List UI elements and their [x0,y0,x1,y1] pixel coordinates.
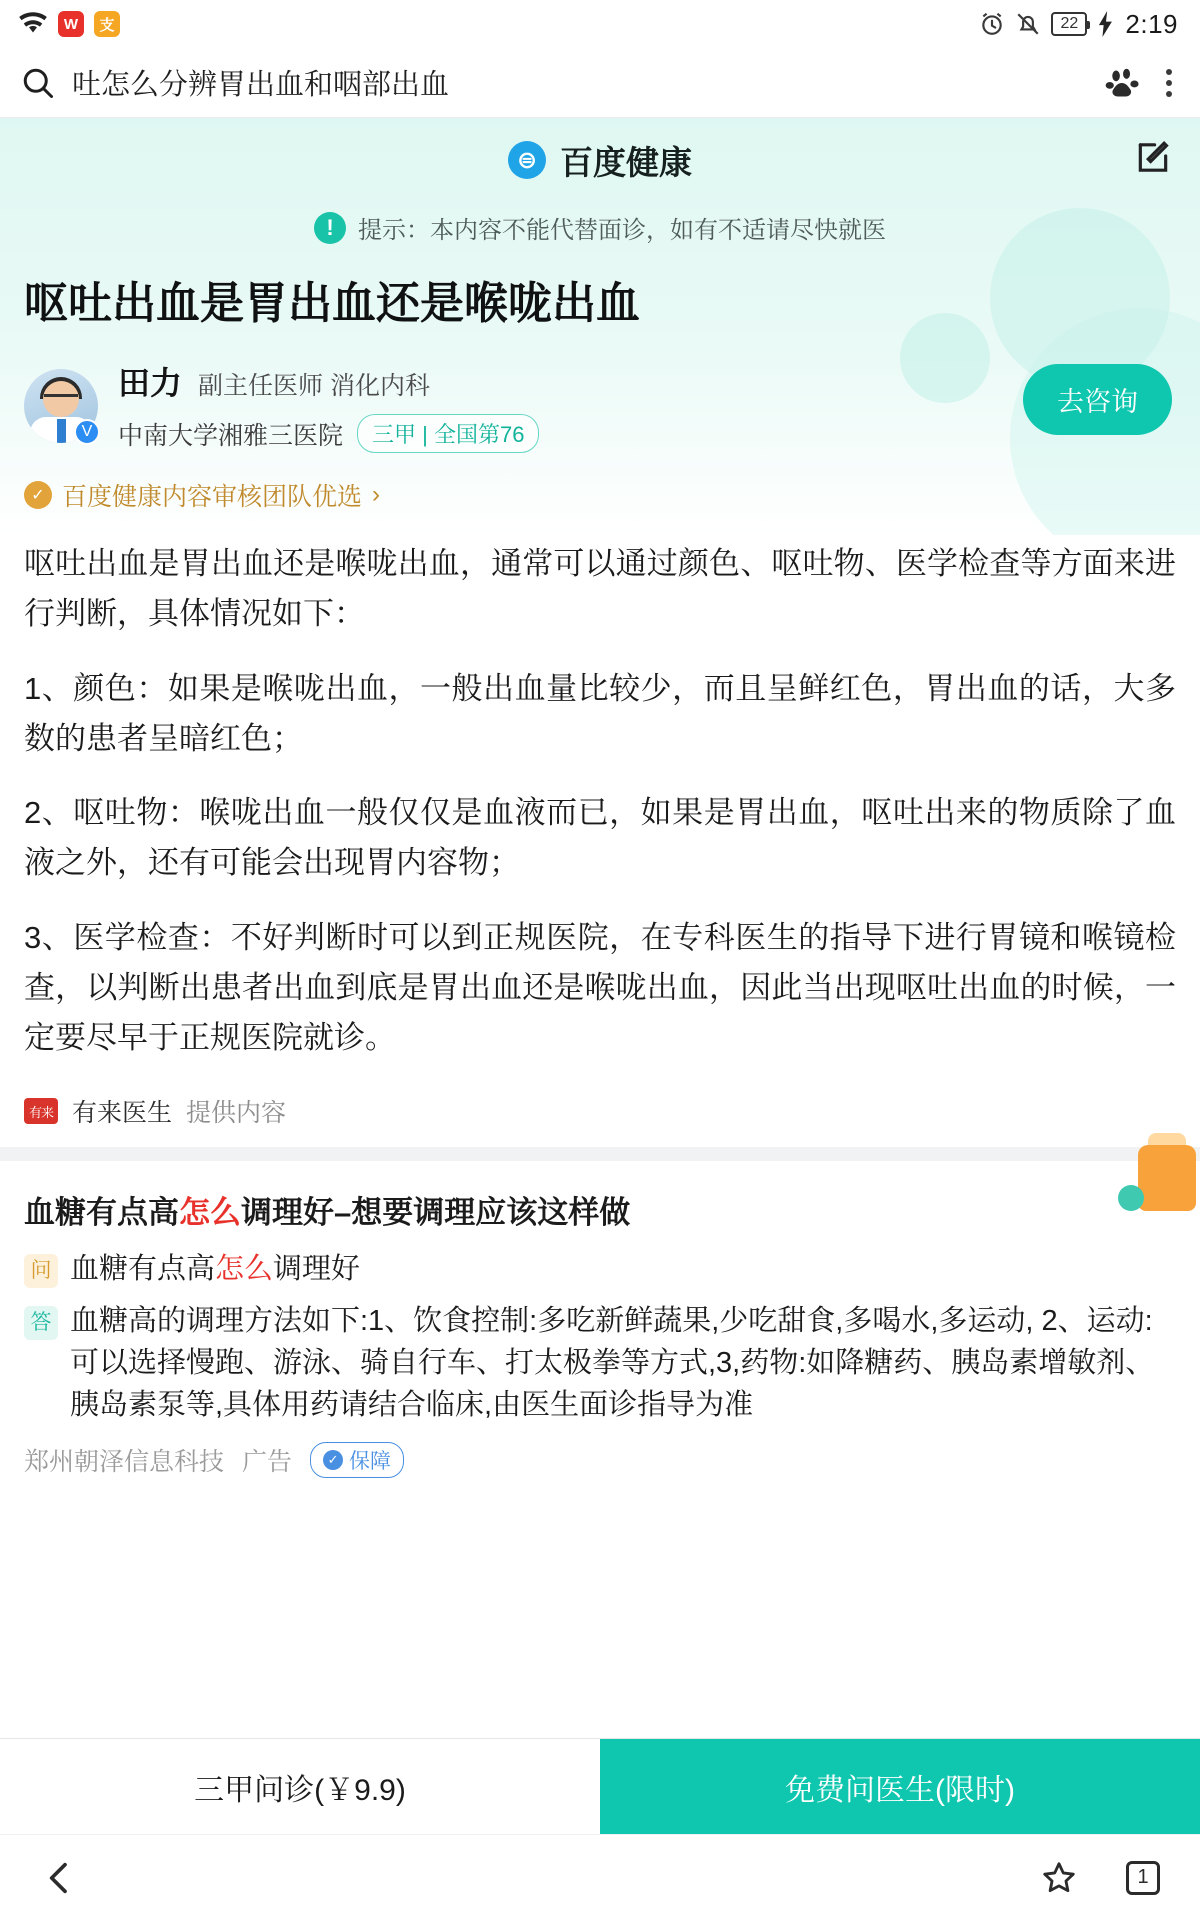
ad-footer [24,1442,1176,1478]
weibo-app-icon: W [58,11,84,37]
status-clock: 2:19 [1125,8,1178,39]
search-icon [20,65,56,101]
ad-title-highlight: 怎么 [179,1195,241,1231]
section-divider [0,1147,1200,1161]
brand-row [0,118,1200,202]
article-paragraph: 3、医学检查：不好判断时可以到正规医院，在专科医生的指导下进行胃镜和喉镜检查，以判断出患者出血到底是胃出血还是喉咙出血，因此当出现呕吐出血的时候，一定要尽早于正规医院就诊。 [24,919,1176,1055]
bottom-action-bar [0,1738,1200,1834]
search-input[interactable]: 吐怎么分辨胃出血和咽部出血 [72,69,450,101]
brand-name: 百度健康 [560,143,692,181]
answer-tag-icon: 答 [24,1306,58,1340]
guarantee-badge[interactable] [310,1442,404,1478]
search-bar[interactable] [0,48,1200,118]
article-body [0,535,1200,1147]
doctor-name: 田力 [118,365,183,402]
nav-right-group [1040,1859,1160,1897]
baidu-health-logo: ⊜ [508,141,546,179]
medical-disclaimer [0,202,1200,267]
status-bar-right [979,9,1178,40]
article-paragraph: 2、呕吐物：喉咙出血一般仅仅是血液而已，如果是胃出血，呕吐出来的物质除了血液之外，还有可能会出现胃内容物； [24,795,1176,881]
charging-bolt-icon [1097,11,1115,37]
doctor-title: 副主任医师 消化内科 [198,372,430,401]
ad-label: 广告 [242,1448,293,1477]
alipay-app-icon: 支 [94,11,120,37]
star-icon[interactable] [1040,1859,1078,1897]
content-spacer [0,1492,1200,1738]
shield-icon: ✓ [323,1450,343,1470]
youlai-logo: 有来 [24,1098,58,1124]
battery-indicator: 22 [1051,12,1087,36]
doctor-card[interactable] [0,358,1200,459]
ad-question-highlight: 怎么 [215,1253,274,1286]
alarm-icon [979,11,1005,37]
verified-badge-icon: V [74,419,100,445]
ad-title-part: 血糖有点高 [24,1195,179,1231]
hospital-rank-badge: 三甲 | 全国第76 [357,414,539,453]
guarantee-label: 保障 [349,1450,392,1474]
paid-consult-button[interactable]: 三甲问诊(￥9.9) [0,1739,600,1834]
shield-check-icon: ✓ [24,481,52,509]
ad-title-part: 调理好–想要调理应该这样做 [241,1195,631,1231]
article-paragraph: 1、颜色：如果是喉咙出血，一般出血量比较少，而且呈鲜红色，胃出血的话，大多数的患者呈暗红色； [24,670,1176,756]
gear-icon[interactable] [1118,1185,1144,1211]
floating-promo-widget[interactable] [1126,1131,1200,1227]
tab-count-button[interactable]: 1 [1126,1861,1160,1895]
free-consult-button[interactable]: 免费问医生(限时) [600,1739,1200,1834]
ad-question-row [24,1248,1176,1290]
ad-question-text [70,1248,360,1290]
article-paragraph: 呕吐出血是胃出血还是喉咙出血，通常可以通过颜色、呕吐物、医学检查等方面来进行判断，具体情况如下： [24,546,1176,632]
ad-block[interactable] [0,1161,1200,1492]
status-bar-left [18,11,120,37]
ad-answer-text: 血糖高的调理方法如下:1、饮食控制:多吃新鲜蔬果,少吃甜食,多喝水,多运动, 2、运动:可以选择慢跑、游泳、骑自行车、打太极拳等方式,3,药物:如降糖药、胰岛素增敏剂、胰岛素泵等,具体用药请结合临床,由医生面诊指导为准 [70,1305,1155,1422]
disclaimer-text: 提示：本内容不能代替面诊，如有不适请尽快就医 [358,217,886,244]
status-bar [0,0,1200,48]
doctor-hospital: 中南大学湘雅三医院 [118,421,344,450]
more-menu-icon[interactable] [1160,63,1178,103]
edit-icon[interactable] [1134,139,1172,182]
question-tag-icon: 问 [24,1254,58,1288]
avatar [24,369,98,443]
baidu-paw-icon[interactable] [1104,63,1144,103]
ad-answer-row [24,1300,1176,1426]
doctor-info [118,358,539,453]
audit-text: 百度健康内容审核团队优选 [62,483,363,512]
wifi-icon [18,12,48,36]
article-hero [0,118,1200,535]
exclamation-icon: ! [314,212,346,244]
source-name: 有来医生 [72,1099,173,1128]
advertiser-name: 郑州朝泽信息科技 [24,1448,225,1477]
brand[interactable] [508,137,692,184]
content-source[interactable] [24,1087,1176,1147]
back-arrow-icon[interactable] [40,1858,80,1898]
bell-mute-icon [1015,11,1041,37]
source-suffix: 提供内容 [186,1099,287,1128]
ad-question-part: 调理好 [273,1253,361,1286]
page-title: 呕吐出血是胃出血还是喉咙出血 [24,279,640,328]
browser-nav-bar [0,1834,1200,1920]
ad-question-part: 血糖有点高 [70,1253,216,1286]
audit-banner[interactable] [0,459,1200,525]
consult-button[interactable]: 去咨询 [1023,364,1172,435]
chevron-right-icon: › [372,481,381,509]
ad-title[interactable] [24,1187,1176,1232]
